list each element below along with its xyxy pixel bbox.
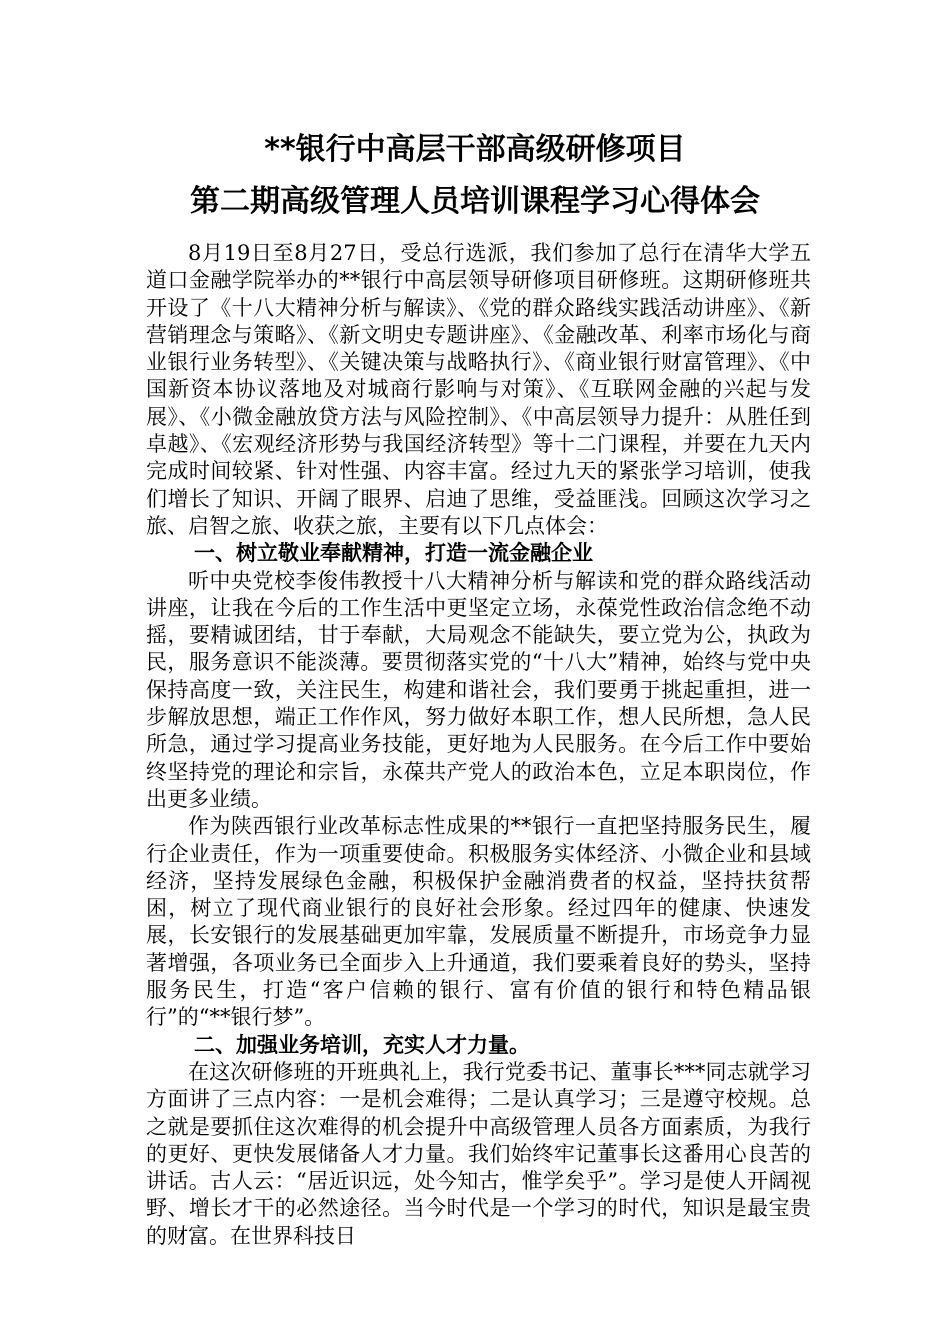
intro-paragraph: 8月19日至8月27日，受总行选派，我们参加了总行在清华大学五道口金融学院举办的**银行中高层领导研修项目研修班。这期研修班共开设了《十八大精神分析与解读》、《党的群众路线实践活动讲座》、《新营销理念与策略》、《新文明史专题讲座》、《金融改革、利率市场化与商业银行业务转型》、《关键决策与战略执行》、《商业银行财富管理》、《中国新资本协议落地及对城商行影响与对策》、《互联网金融的兴起与发展》、《小微金融放贷方法与风险控制》、《中高层领导力提升：从胜任到卓越》、《宏观经济形势与我国经济转型》等十二门课程，并要在九天内完成时间较紧、针对性强、内容丰富。经过九天的紧张学习培训，使我们增长了知识、开阔了眼界、启迪了思维，受益匪浅。回顾这次学习之旅、启智之旅、收获之旅，主要有以下几点体会： (146, 241, 811, 538)
document-title-line-1: **银行中高层干部高级研修项目 (264, 132, 686, 167)
document-body (146, 240, 811, 1250)
section-2-heading: 二、加强业务培训，充实人才力量。 (194, 1032, 530, 1057)
section-1-paragraph-2: 作为陕西银行业改革标志性成果的**银行一直把坚持服务民生，履行企业责任，作为一项重要使命。积极服务实体经济、小微企业和县域经济，坚持发展绿色金融，积极保护金融消费者的权益，坚持扶贫帮困，树立了现代商业银行的良好社会形象。经过四年的健康、快速发展，长安银行的发展基础更加牢靠，发展质量不断提升，市场竞争力显著增强，各项业务已全面步入上升通道，我们要乘着良好的势头，坚持服务民生，打造“客户信赖的银行、富有价值的银行和特色精品银行”的“**银行梦”。 (146, 814, 811, 1030)
section-1-heading: 一、树立敬业奉献精神，打造一流金融企业 (194, 541, 593, 566)
document-title-line-2: 第二期高级管理人员培训课程学习心得体会 (190, 184, 760, 219)
section-2-paragraph-1: 在这次研修班的开班典礼上，我行党委书记、董事长***同志就学习方面讲了三点内容：一是机会难得；二是认真学习；三是遵守校规。总之就是要抓住这次难得的机会提升中高级管理人员各方面素质，为我行的更好、更快发展储备人才力量。我们始终牢记董事长这番用心良苦的讲话。古人云：“居近识远，处今知古，惟学矣乎”。学习是使人开阔视野、增长才干的必然途径。当今时代是一个学习的时代，知识是最宝贵的财富。在世界科技日 (146, 1059, 811, 1248)
section-1-paragraph-1: 听中央党校李俊伟教授十八大精神分析与解读和党的群众路线活动讲座，让我在今后的工作生活中更坚定立场，永葆党性政治信念绝不动摇，要精诚团结，甘于奉献，大局观念不能缺失，要立党为公，执政为民，服务意识不能淡薄。要贯彻落实党的“十八大”精神，始终与党中央保持高度一致，关注民生，构建和谐社会，我们要勇于挑起重担，进一步解放思想，端正工作作风，努力做好本职工作，想人民所想，急人民所急，通过学习提高业务技能，更好地为人民服务。在今后工作中要始终坚持党的理论和宗旨，永葆共产党人的政治本色，立足本职岗位，作出更多业绩。 (146, 568, 811, 811)
